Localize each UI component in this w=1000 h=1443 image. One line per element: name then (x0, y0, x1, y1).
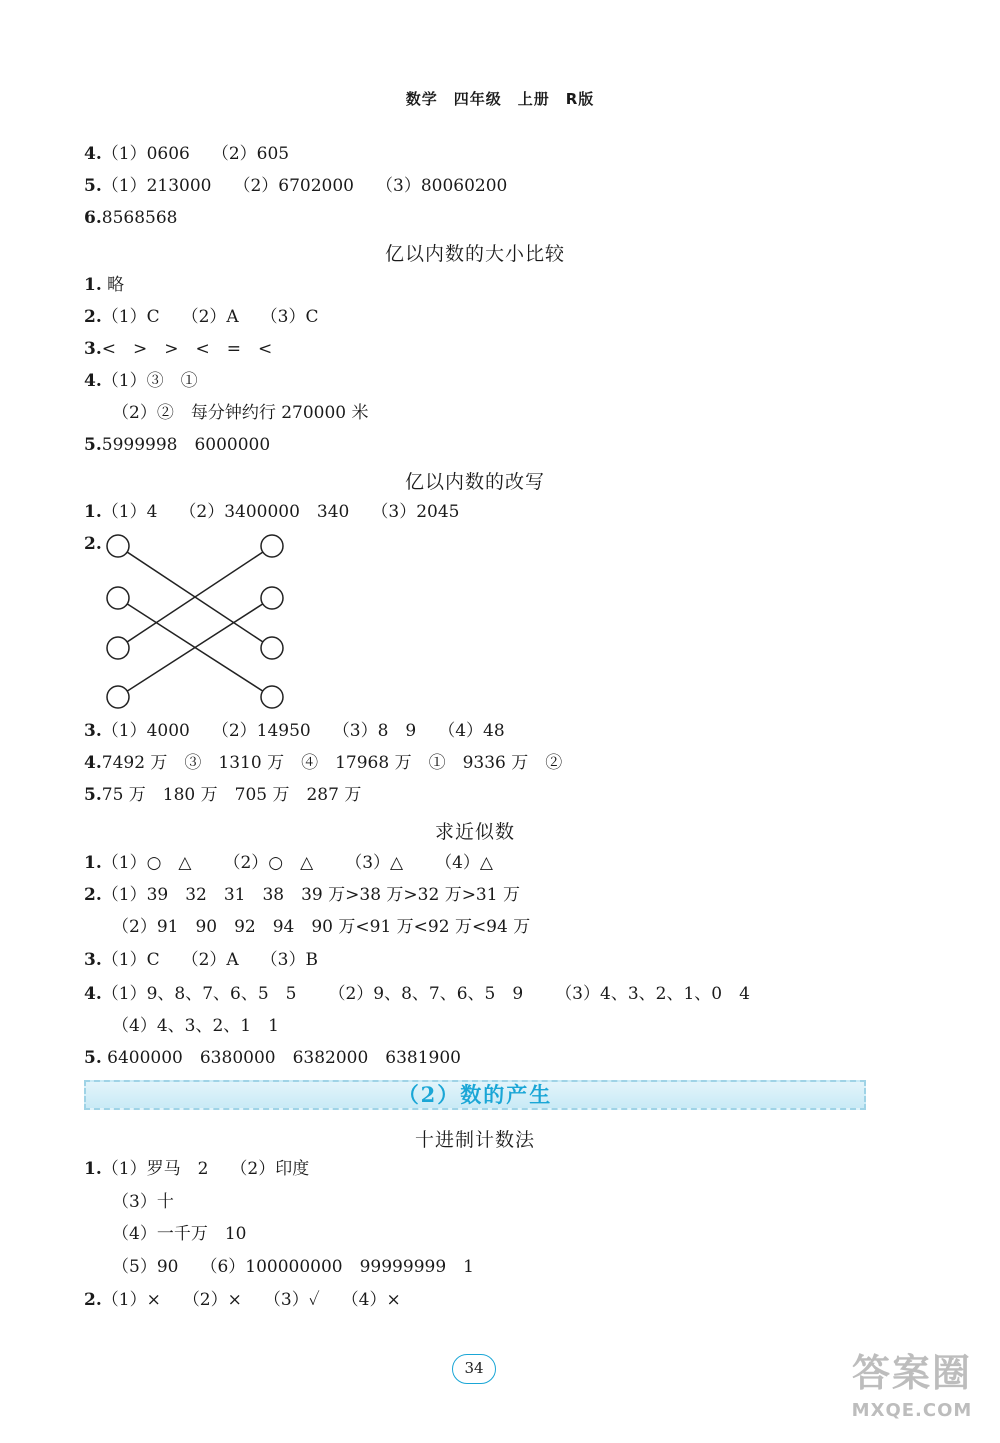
answer-line: 4.（1）9、8、7、6、5 5 （2）9、8、7、6、5 9 （3）4、3、2、1、0 4 (84, 984, 750, 1004)
answer-line: 4.7492 万 ③ 1310 万 ④ 17968 万 ① 9336 万 ② (84, 753, 563, 773)
answer-line: （3）十 (112, 1192, 174, 1212)
answer-line: 1.（1）罗马 2 （2）印度 (84, 1159, 310, 1179)
answer-line: 3.（1）C （2）A （3）B (84, 950, 318, 970)
chapter-banner: （2）数的产生 (84, 1080, 866, 1110)
watermark-url: MXQE.COM (851, 1400, 973, 1421)
match-circle (107, 686, 129, 708)
answer-line: （4）一千万 10 (112, 1224, 247, 1244)
match-circle (261, 686, 283, 708)
answer-line: 2. (84, 534, 102, 554)
answer-line: 1.（1）4 （2）3400000 340 （3）2045 (84, 502, 460, 522)
answer-line: 2.（1）× （2）× （3）✓ （4）× (84, 1290, 401, 1310)
match-circle (261, 637, 283, 659)
answer-line: 5.75 万 180 万 705 万 287 万 (84, 785, 362, 805)
match-circle (107, 587, 129, 609)
page-header: 数学 四年级 上册 R版 (405, 90, 595, 108)
answer-line: 5.5999998 6000000 (84, 435, 271, 455)
section-title: 十进制计数法 (414, 1129, 535, 1151)
watermark-title: 答案圈 (851, 1351, 972, 1395)
answer-line: 2.（1）C （2）A （3）C (84, 307, 319, 327)
section-title: 亿以内数的大小比较 (384, 243, 565, 265)
answer-line: （2）② 每分钟约行 270000 米 (112, 403, 369, 423)
watermark-logo (832, 1348, 992, 1436)
match-circle (107, 637, 129, 659)
answer-line: 3.< > > < = < (84, 339, 273, 359)
answer-line: 3.（1）4000 （2）14950 （3）8 9 （4）48 (84, 721, 505, 741)
answer-line: （5）90 （6）100000000 99999999 1 (112, 1257, 474, 1277)
match-circle (261, 587, 283, 609)
page-number: 34 (452, 1354, 496, 1384)
answer-line: （2）91 90 92 94 90 万<91 万<92 万<94 万 (112, 917, 531, 937)
answer-line: （4）4、3、2、1 1 (112, 1016, 279, 1036)
match-circle (107, 535, 129, 557)
answer-line: 4.（1）③ ① (84, 371, 198, 391)
answer-line: 2.（1）39 32 31 38 39 万>38 万>32 万>31 万 (84, 885, 520, 905)
section-title: 求近似数 (434, 821, 515, 843)
section-title: 亿以内数的改写 (404, 471, 545, 493)
match-circle (261, 535, 283, 557)
answer-line: 6.8568568 (84, 208, 178, 228)
answer-line: 4.（1）0606 （2）605 (84, 144, 290, 164)
answer-line: 5.（1）213000 （2）6702000 （3）80060200 (84, 176, 508, 196)
matching-diagram (100, 530, 300, 710)
answer-line: 1.（1）○ △ （2）○ △ （3）△ （4）△ (84, 853, 493, 873)
answer-line: 1. 略 (84, 275, 125, 295)
answer-line: 5. 6400000 6380000 6382000 6381900 (84, 1048, 462, 1068)
